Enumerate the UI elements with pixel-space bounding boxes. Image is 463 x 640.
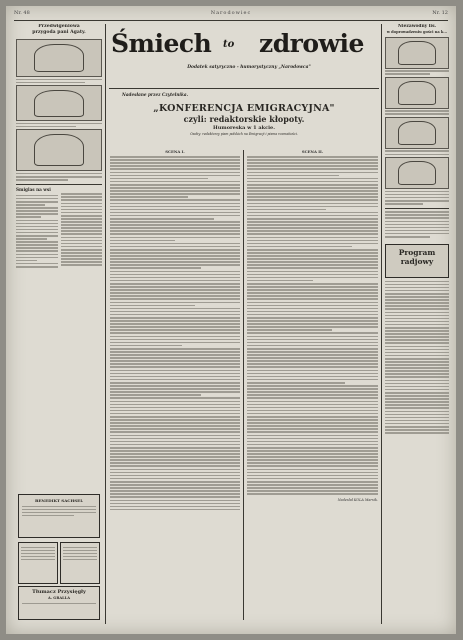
- article-genre: Humoreska w 1 akcie.: [213, 125, 275, 131]
- masthead-subtitle: Dodatek satyryczno - humorystyczny „Narodowca": [187, 65, 311, 70]
- cartoon-image-2: [16, 85, 102, 121]
- masthead-word-mid: to: [223, 39, 235, 50]
- cartoon-image-1: [16, 39, 102, 77]
- article-title-1: „KONFERENCJA EMIGRACYJNA": [153, 103, 335, 114]
- right-cartoon-1: [385, 37, 449, 69]
- program-title-2: radjowy: [400, 256, 434, 266]
- newspaper-name: Narodowiec: [210, 10, 252, 16]
- ad-translator: [18, 586, 100, 620]
- radio-program-listing: [385, 281, 449, 434]
- ad-translator-person: A. GRALLA: [48, 596, 70, 600]
- poem-text: [16, 193, 102, 268]
- left-heading-1: Przedwigeniowa: [38, 24, 80, 29]
- page-number-right: Nr. 12: [432, 10, 448, 16]
- right-column: [385, 24, 449, 624]
- cartoon-caption-3: [16, 173, 102, 181]
- masthead-word-2: zdrowie: [259, 29, 364, 58]
- center-article: [110, 92, 378, 632]
- right-short-text: [385, 211, 449, 237]
- ad-sachsel: [18, 494, 100, 538]
- article-persons: Osoby: redaktorzy pism polskich na Emigracji i pisma rozmaitości.: [190, 132, 298, 136]
- right-cartoon-2: [385, 77, 449, 109]
- running-head: [14, 10, 448, 19]
- scene-2-label: SCENA II.: [301, 149, 324, 154]
- program-title-1: Program: [398, 247, 436, 257]
- left-column: [16, 24, 102, 624]
- col-rule-2: [381, 24, 382, 624]
- article-column-1: [110, 150, 240, 630]
- article-column-rule: [243, 150, 244, 620]
- col-rule-1: [105, 24, 106, 624]
- ad-sachsel-name: BENEDIKT SACHSEL: [34, 498, 84, 503]
- poem-title: Smiglas na wsi: [16, 187, 51, 193]
- scene-1-label: SCENA I.: [165, 149, 185, 154]
- right-cartoon-3: [385, 117, 449, 149]
- right-heading-2: w doprowadzeniu gości na k...: [386, 30, 448, 34]
- article-title-2: czyli: redaktorskie kłopoty.: [183, 114, 305, 124]
- article-column-2: [247, 150, 378, 630]
- masthead: [109, 23, 377, 89]
- newspaper-page: [6, 6, 456, 634]
- ad-small-left: [18, 542, 58, 584]
- cartoon-caption-2: [16, 123, 102, 128]
- right-heading-1: Niezawodny lis.: [397, 24, 437, 29]
- ad-small-right: [60, 542, 100, 584]
- left-divider: [16, 184, 102, 185]
- left-heading-2: przygoda pani Agaty.: [32, 30, 86, 35]
- masthead-rule: [109, 88, 379, 89]
- program-radio-box: [385, 244, 449, 278]
- right-cartoon-4: [385, 157, 449, 189]
- masthead-word-1: Śmiech: [111, 29, 212, 58]
- cartoon-image-3: [16, 129, 102, 171]
- cartoon-caption-1: [16, 79, 102, 84]
- page-number-left: Nr. 48: [14, 10, 30, 16]
- article-signature: Nadesłał KOLA Marsik.: [337, 497, 378, 502]
- article-kicker: Nadesłane przez Czytelnika.: [122, 92, 189, 97]
- right-cartoon-caption: [385, 191, 449, 205]
- ad-translator-title: Tłumacz Przysięgły: [32, 589, 86, 595]
- top-rule: [14, 20, 448, 21]
